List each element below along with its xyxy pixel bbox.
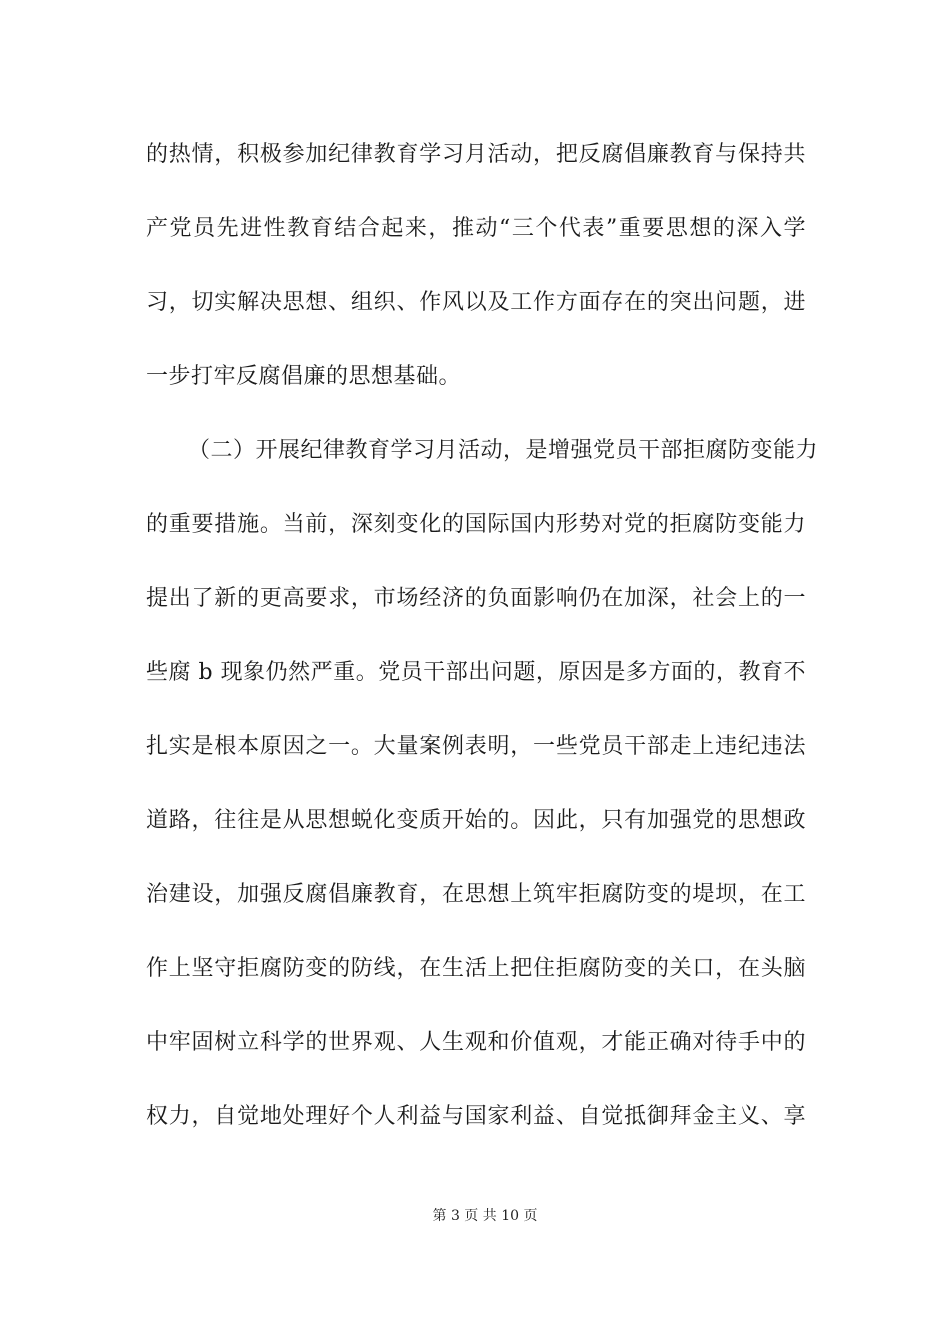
page-footer: 第 3 页 共 10 页: [432, 1208, 538, 1224]
text-line: 的重要措施。当前，深刻变化的国际国内形势对党的拒腐防变能力: [146, 512, 806, 537]
text-line: 作上坚守拒腐防变的防线，在生活上把住拒腐防变的关口，在头脑: [146, 956, 806, 981]
text-line: 扎实是根本原因之一。大量案例表明，一些党员干部走上违纪违法: [146, 734, 806, 759]
text-line: 些腐 b 现象仍然严重。党员干部出问题，原因是多方面的，教育不: [146, 660, 806, 685]
text-line: 道路，往往是从思想蜕化变质开始的。因此，只有加强党的思想政: [146, 808, 806, 833]
text-line: 提出了新的更高要求，市场经济的负面影响仍在加深，社会上的一: [146, 586, 806, 611]
text-line: 一步打牢反腐倡廉的思想基础。: [146, 364, 462, 389]
text-line: 的热情，积极参加纪律教育学习月活动，把反腐倡廉教育与保持共: [146, 142, 806, 167]
paragraph-start-line: （二）开展纪律教育学习月活动，是增强党员干部拒腐防变能力: [188, 438, 819, 463]
text-line: 治建设，加强反腐倡廉教育，在思想上筑牢拒腐防变的堤坝，在工: [146, 882, 806, 907]
text-line: 中牢固树立科学的世界观、人生观和价值观，才能正确对待手中的: [146, 1030, 806, 1055]
text-line: 习，切实解决思想、组织、作风以及工作方面存在的突出问题，进: [146, 290, 806, 315]
text-line: 产党员先进性教育结合起来，推动“三个代表”重要思想的深入学: [146, 216, 806, 241]
text-line: 权力，自觉地处理好个人利益与国家利益、自觉抵御拜金主义、享: [146, 1104, 806, 1129]
